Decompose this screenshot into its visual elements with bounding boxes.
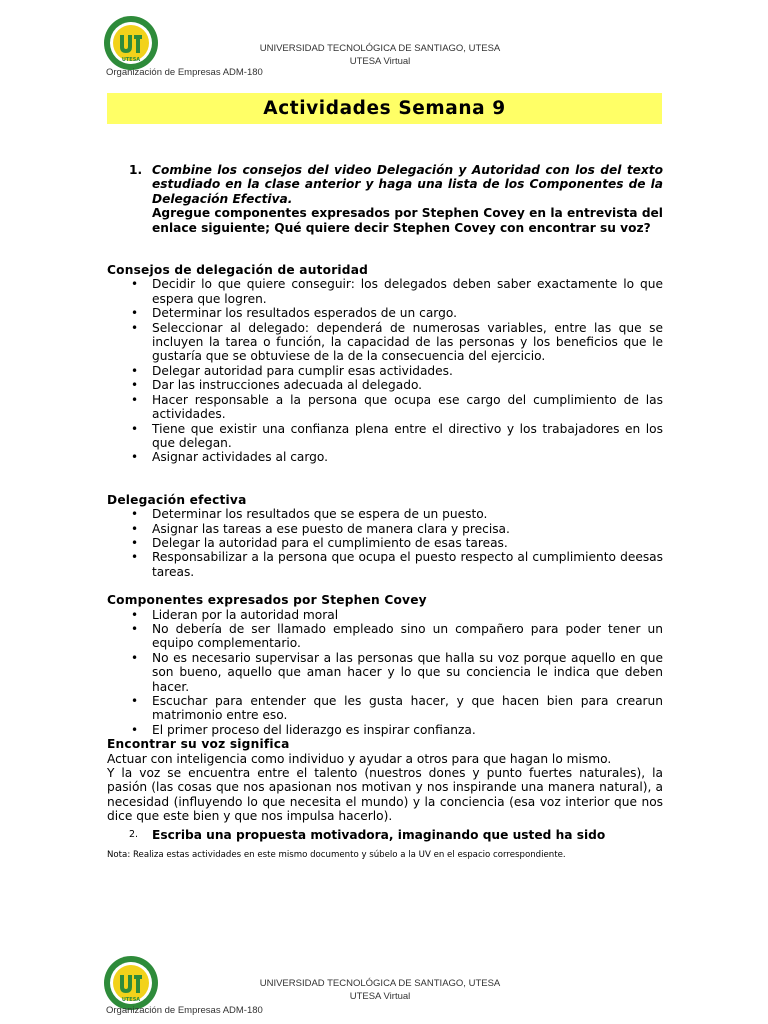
list-item: • No debería de ser llamado empleado sino un compañero para poder tener un equipo complementario. (131, 621, 663, 651)
submission-note: Nota: Realiza estas actividades en este mismo documento y súbelo a la UV en el espacio correspondiente. (107, 850, 566, 861)
university-name: UNIVERSIDAD TECNOLÓGICA DE SANTIAGO, UTESA (259, 43, 501, 54)
bullet-icon: • (131, 621, 139, 636)
paragraph: Actuar con inteligencia como individuo y ayudar a otros para que hagan lo mismo. (107, 751, 612, 766)
svg-text:UTESA: UTESA (121, 57, 141, 63)
list-item: • Decidir lo que quiere conseguir: los delegados deben saber exactamente lo que espera que logren. (131, 277, 663, 306)
question-1-italic-text: Combine los consejos del video Delegación y Autoridad con los del texto estudiado en la clase anterior y haga una lista de los Componentes de la Delegación Efectiva. (152, 163, 663, 206)
title-highlight (107, 93, 662, 124)
bullet-icon: • (131, 607, 139, 622)
campus-name: UTESA Virtual (349, 991, 411, 1002)
bullet-icon: • (131, 535, 139, 550)
bullet-icon: • (131, 694, 139, 708)
paragraph: Y la voz se encuentra entre el talento (nuestros dones y punto fuertes naturales), la pasión (las cosas que nos apasionan nos motivan y nos inspirande una manera natural), a necesidad (influyendo lo que necesita el mundo) y la conciencia (esa voz interior que nos dice que este bien y que nos impulsa hacerlo). (107, 766, 663, 824)
bullet-icon: • (131, 277, 139, 292)
list-item: • Dar las instrucciones adecuada al delegado. (131, 378, 423, 393)
page-footer (0, 950, 768, 1024)
bullet-icon: • (131, 378, 139, 393)
bullet-icon: • (131, 421, 139, 436)
section-heading-find-your-voice: Encontrar su voz significa (107, 737, 290, 752)
course-name: Organización de Empresas ADM-180 (106, 1005, 263, 1016)
list-item: • Seleccionar al delegado: dependerá de numerosas variables, entre las que se incluyen la tarea o función, la capacidad de las personas y los beneficios que le gustaría que se obtuviese de la de la consecuencia del ejercicio. (131, 320, 663, 364)
utesa-logo (103, 15, 159, 71)
list-item: • Asignar actividades al cargo. (131, 450, 329, 465)
list-item: • Lideran por la autoridad moral (131, 607, 339, 622)
covey-components-list (107, 608, 663, 738)
bullet-icon: • (131, 450, 139, 465)
section-heading-delegation-advice: Consejos de delegación de autoridad (107, 263, 369, 278)
list-item: • Determinar los resultados esperados de un cargo. (131, 306, 457, 321)
list-item: • Determinar los resultados que se espera de un puesto. (131, 507, 488, 522)
course-name: Organización de Empresas ADM-180 (106, 67, 263, 78)
delegation-advice-list (107, 277, 663, 464)
list-item: • Asignar las tareas a ese puesto de manera clara y precisa. (131, 521, 510, 536)
university-name: UNIVERSIDAD TECNOLÓGICA DE SANTIAGO, UTESA (259, 978, 501, 989)
page-header (0, 0, 768, 80)
section-heading-effective-delegation: Delegación efectiva (107, 492, 247, 507)
bullet-icon: • (131, 650, 139, 665)
section-heading-covey-components: Componentes expresados por Stephen Covey (107, 593, 427, 608)
question-2-text: Escriba una propuesta motivadora, imaginando que usted ha sido (152, 827, 606, 842)
campus-name: UTESA Virtual (349, 56, 411, 67)
bullet-icon: • (131, 521, 139, 536)
question-2-number: 2. (129, 828, 139, 840)
bullet-icon: • (131, 392, 139, 407)
bullet-icon: • (131, 550, 139, 565)
bullet-icon: • (131, 507, 139, 522)
list-item: • Hacer responsable a la persona que ocupa ese cargo del cumplimiento de las actividades. (131, 392, 663, 422)
list-item: • El primer proceso del liderazgo es inspirar confianza. (131, 722, 476, 737)
bullet-icon: • (131, 320, 139, 335)
svg-text:UTESA: UTESA (121, 997, 141, 1003)
question-1 (107, 163, 663, 235)
effective-delegation-list (107, 507, 663, 579)
question-1-number: 1. (129, 163, 143, 177)
bullet-icon: • (131, 722, 139, 737)
list-item: • No es necesario supervisar a las personas que halla su voz porque aquello en que son bueno, aquello que aman hacer y lo que su conciencia le indica que deben hacer. (131, 650, 663, 694)
bullet-icon: • (131, 363, 139, 378)
find-your-voice-text (107, 752, 663, 824)
list-item: • Tiene que existir una confianza plena entre el directivo y los trabajadores en los que delegan. (131, 421, 663, 450)
list-item: • Delegar autoridad para cumplir esas actividades. (131, 363, 453, 378)
document-body (107, 163, 663, 862)
bullet-icon: • (131, 306, 139, 321)
list-item: • Escuchar para entender que les gusta hacer, y que hacen bien para crearun matrimonio entre eso. (131, 694, 663, 723)
page-title: Actividades Semana 9 (263, 98, 506, 119)
list-item: • Responsabilizar a la persona que ocupa el puesto respecto al cumplimiento deesas tareas. (131, 550, 663, 579)
question-1-plain-text: Agregue componentes expresados por Stephen Covey en la entrevista del enlace siguiente; Qué quiere decir Stephen Covey con encontrar su voz? (152, 206, 663, 235)
utesa-logo (103, 955, 159, 1011)
list-item: • Delegar la autoridad para el cumplimiento de esas tareas. (131, 535, 508, 550)
question-2 (107, 828, 663, 842)
